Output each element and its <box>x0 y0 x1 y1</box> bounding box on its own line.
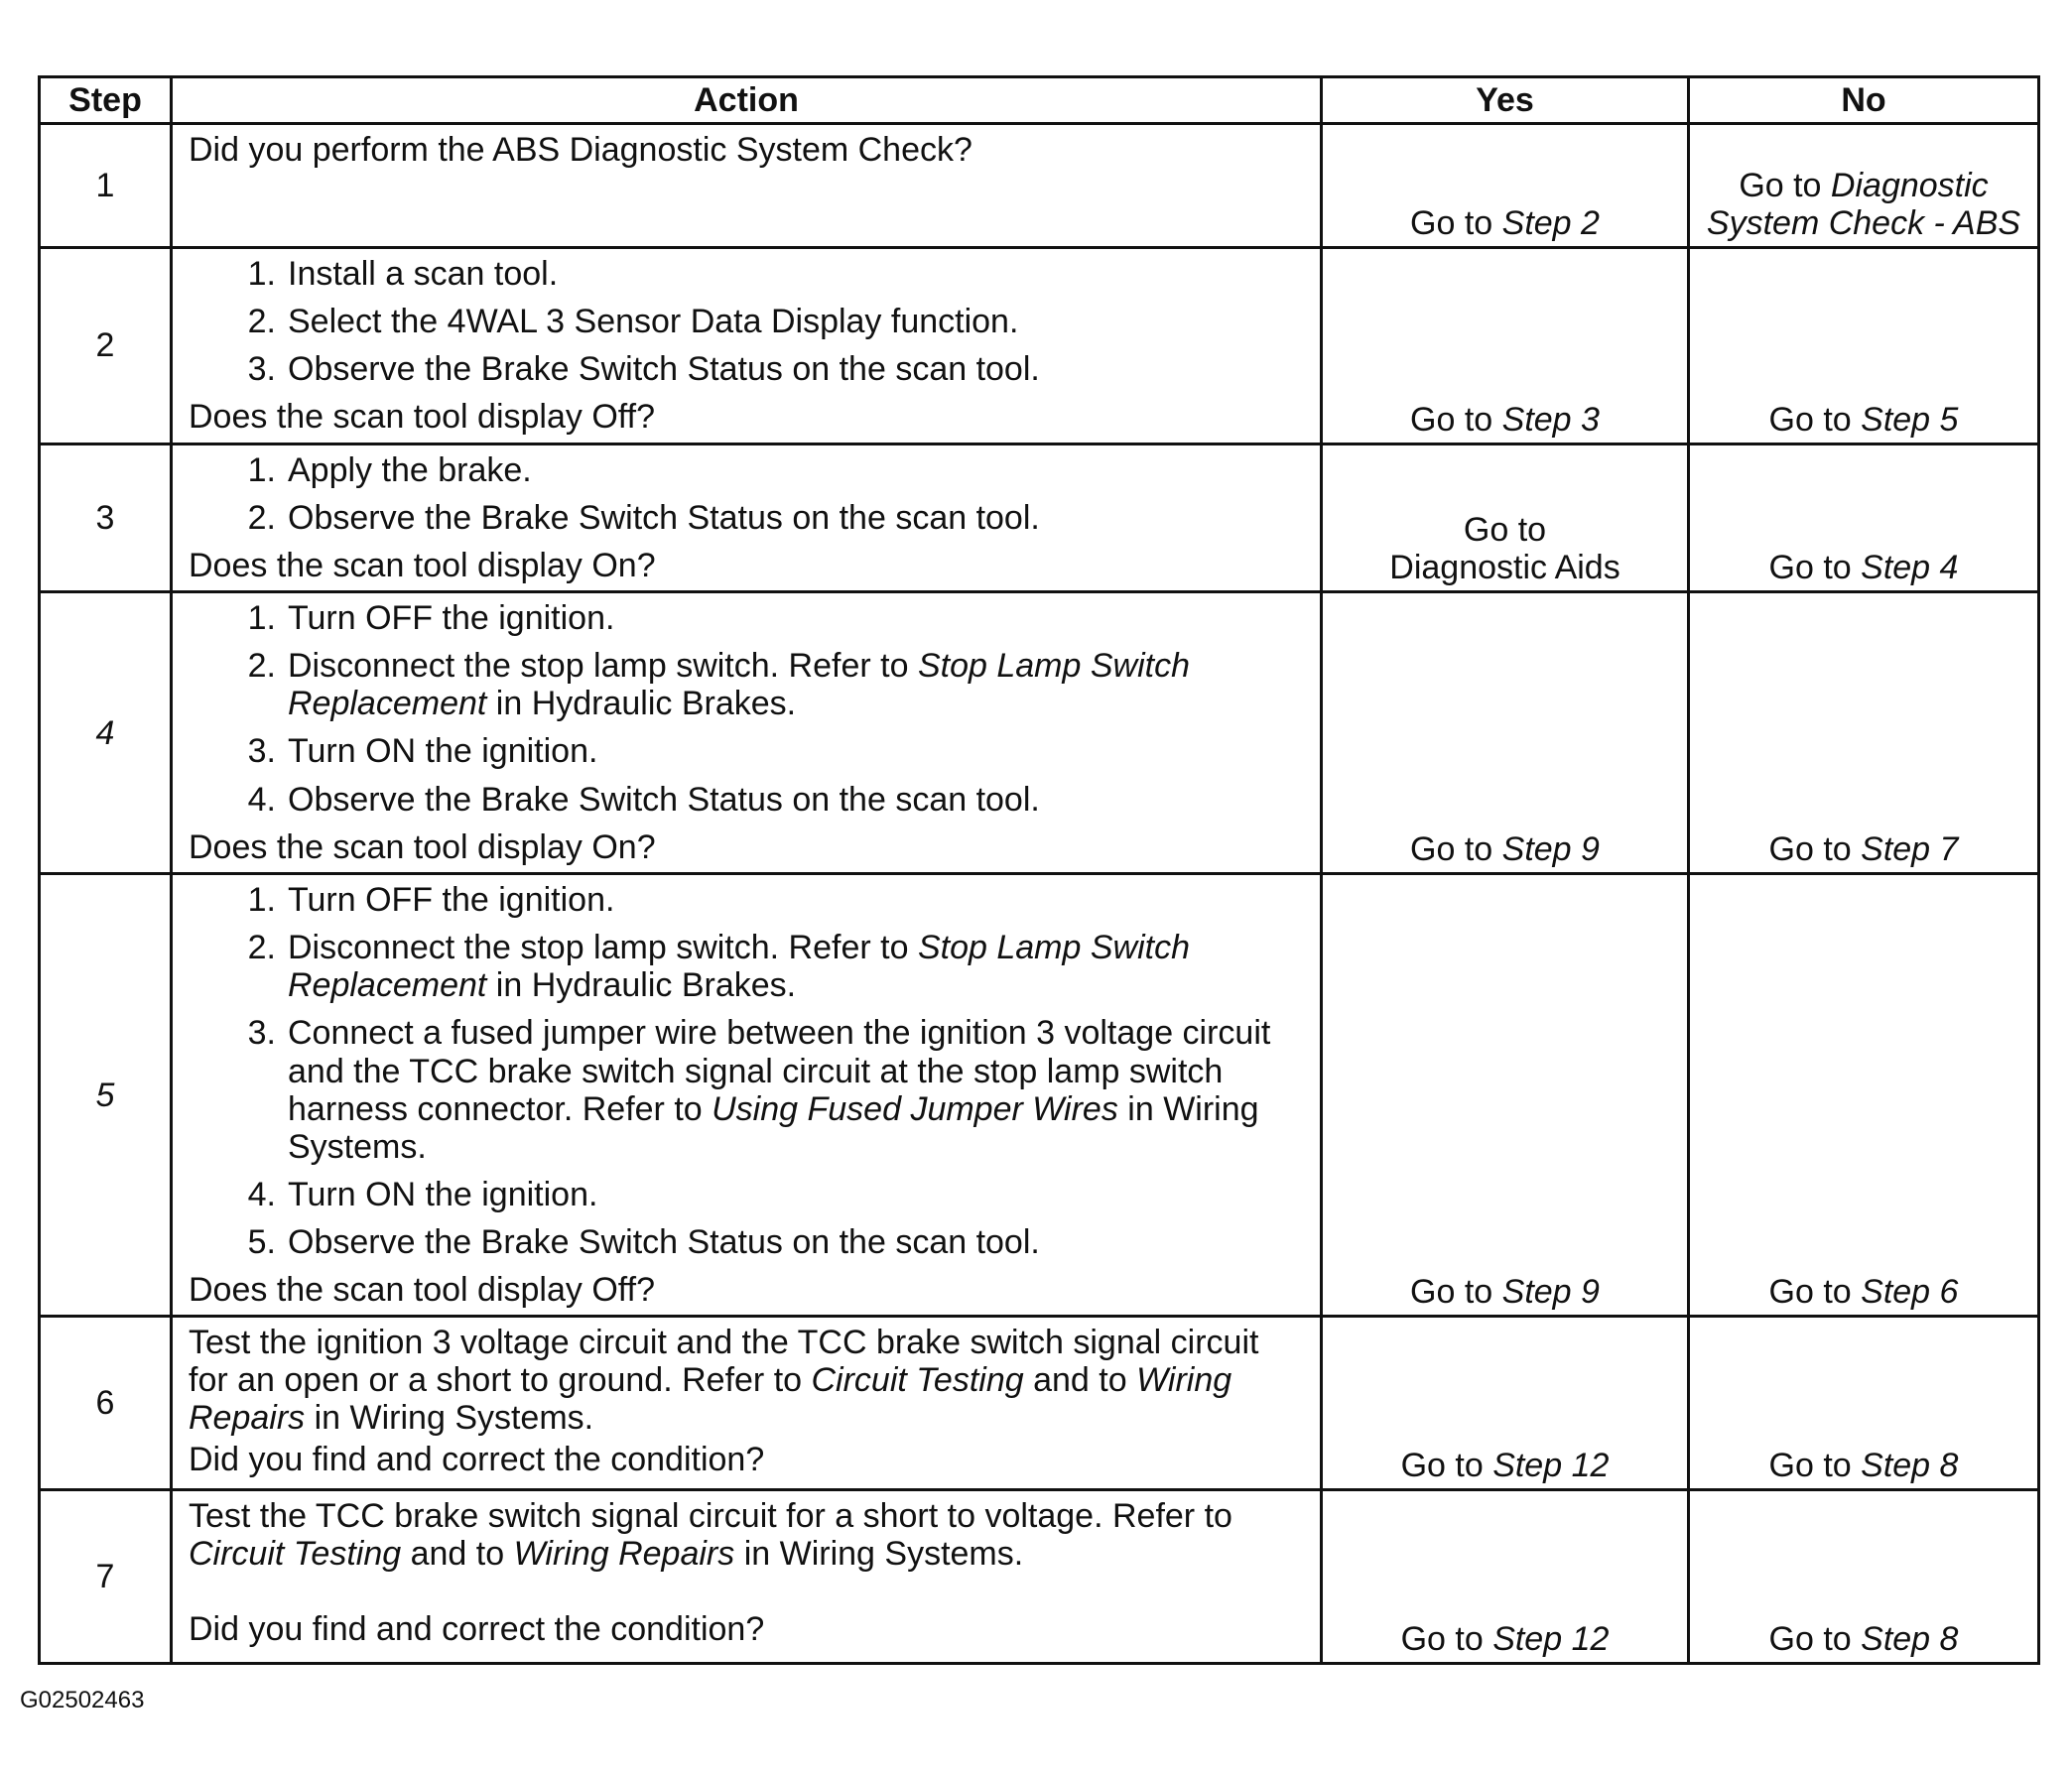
action-cell <box>172 444 1322 592</box>
action-text-part: and to <box>1023 1361 1137 1400</box>
substep-text: Observe the Brake Switch Status on the scan tool. <box>288 350 1040 389</box>
step-link[interactable]: Step 6 <box>1861 1273 1959 1312</box>
substep-list <box>189 881 1304 1261</box>
header-no: No <box>1689 77 2039 124</box>
step-number: 5 <box>40 874 172 1317</box>
header-step: Step <box>40 77 172 124</box>
goto-prefix: Go to <box>1410 1273 1502 1312</box>
action-cell <box>172 124 1322 248</box>
no-cell <box>1689 1490 2039 1664</box>
step-link[interactable]: Step 9 <box>1501 830 1600 869</box>
goto-prefix: Go to <box>1410 203 1502 242</box>
action-text-part: Test the TCC brake switch signal circuit for a short to voltage. Refer to <box>189 1497 1232 1536</box>
action-text <box>189 1497 1304 1573</box>
reference-link[interactable]: Using Fused Jumper Wires <box>712 1089 1118 1128</box>
step-number: 2 <box>40 248 172 444</box>
yes-cell <box>1322 874 1689 1317</box>
step-link[interactable]: Step 8 <box>1861 1620 1959 1659</box>
substep-number: 4. <box>247 1175 276 1213</box>
step-link[interactable]: Step 3 <box>1501 400 1600 439</box>
step-link[interactable]: Step 9 <box>1501 1273 1600 1312</box>
substep <box>189 499 1304 537</box>
step-link[interactable]: Step 2 <box>1501 203 1600 242</box>
goto-prefix: Go to <box>1768 1620 1862 1659</box>
substep-number: 1. <box>247 255 276 293</box>
reference-link[interactable]: Wiring Repairs <box>189 1361 1232 1438</box>
yes-cell <box>1322 444 1689 592</box>
substep <box>189 732 1304 770</box>
question-text: Does the scan tool display Off? <box>189 398 655 437</box>
goto-prefix: Go to <box>1768 830 1862 869</box>
substep-list <box>189 599 1304 818</box>
substep-text: in Wiring Systems. <box>288 1089 1259 1166</box>
step-link[interactable]: Step 12 <box>1492 1620 1610 1659</box>
substep <box>189 647 1304 722</box>
substep-text: Turn OFF the ignition. <box>288 881 615 920</box>
action-text: Did you perform the ABS Diagnostic System Check? <box>189 131 972 169</box>
question-text: Does the scan tool display On? <box>189 547 656 585</box>
substep-list <box>189 255 1304 388</box>
substep-text: Observe the Brake Switch Status on the scan tool. <box>288 499 1040 538</box>
diagnostic-link[interactable]: Diagnostic <box>1830 166 1989 204</box>
no-cell <box>1689 124 2039 248</box>
substep-text: Observe the Brake Switch Status on the scan tool. <box>288 780 1040 819</box>
substep <box>189 929 1304 1004</box>
figure-id: G02502463 <box>20 1687 145 1713</box>
table-row-step-4 <box>40 592 2039 874</box>
question-text: Did you find and correct the condition? <box>189 1610 765 1649</box>
substep-number: 2. <box>247 303 276 341</box>
substep <box>189 599 1304 637</box>
goto-prefix: Go to <box>1410 400 1502 439</box>
substep-number: 1. <box>247 881 276 920</box>
step-number: 3 <box>40 444 172 592</box>
step-number: 7 <box>40 1490 172 1664</box>
question-text: Did you find and correct the condition? <box>189 1441 765 1479</box>
substep-text: Connect a fused jumper wire between the ignition 3 voltage circuit and the TCC brake switch signal circuit at the stop lamp switch harness connector. Refer to <box>288 1014 1271 1128</box>
action-text <box>189 1324 1304 1437</box>
table-row-step-7 <box>40 1490 2039 1664</box>
diagnostic-link[interactable]: System Check - ABS <box>1706 203 2021 242</box>
goto-prefix: Go to <box>1768 1447 1862 1485</box>
yes-cell <box>1322 248 1689 444</box>
step-link[interactable]: Step 8 <box>1861 1447 1959 1485</box>
action-text-part: in Wiring Systems. <box>734 1535 1024 1574</box>
goto-prefix: Go to <box>1739 166 1831 204</box>
substep-number: 1. <box>247 599 276 638</box>
step-link[interactable]: Step 4 <box>1861 549 1959 587</box>
table-row-step-1 <box>40 124 2039 248</box>
substep <box>189 1223 1304 1261</box>
step-number: 1 <box>40 124 172 248</box>
action-cell <box>172 1490 1322 1664</box>
yes-cell <box>1322 592 1689 874</box>
substep-number: 1. <box>247 451 276 489</box>
substep-text: Turn ON the ignition. <box>288 732 598 771</box>
step-number: 4 <box>40 592 172 874</box>
no-cell <box>1689 248 2039 444</box>
substep <box>189 255 1304 293</box>
substep-number: 2. <box>247 929 276 967</box>
substep-text: in Hydraulic Brakes. <box>486 685 797 723</box>
substep-number: 2. <box>247 499 276 538</box>
goto-prefix: Go to <box>1768 1273 1862 1312</box>
table-row-step-6 <box>40 1317 2039 1490</box>
table-row-step-5 <box>40 874 2039 1317</box>
substep-list <box>189 451 1304 537</box>
yes-cell <box>1322 124 1689 248</box>
no-cell <box>1689 592 2039 874</box>
step-link[interactable]: Step 12 <box>1492 1447 1610 1485</box>
question-text: Does the scan tool display On? <box>189 827 656 866</box>
step-link[interactable]: Step 5 <box>1861 400 1959 439</box>
goto-prefix: Go to <box>1768 400 1862 439</box>
diagnostic-table <box>38 75 2040 1665</box>
substep-text: Install a scan tool. <box>288 255 559 293</box>
header-action: Action <box>172 77 1322 124</box>
header-row <box>40 77 2039 124</box>
step-number: 6 <box>40 1317 172 1490</box>
table-row-step-3 <box>40 444 2039 592</box>
yes-cell <box>1322 1317 1689 1490</box>
question-text: Does the scan tool display Off? <box>189 1270 655 1309</box>
substep-number: 3. <box>247 1014 276 1053</box>
substep <box>189 781 1304 819</box>
reference-link[interactable]: Stop Lamp Switch Replacement <box>288 647 1190 723</box>
reference-link[interactable]: Circuit Testing <box>189 1535 402 1574</box>
reference-link[interactable]: Stop Lamp Switch Replacement <box>288 929 1190 1005</box>
substep-number: 3. <box>247 350 276 389</box>
substep <box>189 881 1304 919</box>
action-cell <box>172 1317 1322 1490</box>
substep-text: Disconnect the stop lamp switch. Refer to <box>288 647 918 686</box>
action-text-part: Test the ignition 3 voltage circuit and the TCC brake switch signal circuit for an open or a short to ground. Refer to <box>189 1324 1259 1400</box>
diagnostic-aids-link[interactable]: Diagnostic Aids <box>1389 549 1620 587</box>
substep-text: Select the 4WAL 3 Sensor Data Display function. <box>288 303 1019 341</box>
action-text-part: and to <box>401 1535 514 1574</box>
substep-number: 4. <box>247 780 276 819</box>
reference-link[interactable]: Circuit Testing <box>811 1361 1024 1400</box>
goto-prefix: Go to <box>1400 1620 1493 1659</box>
substep-text: Disconnect the stop lamp switch. Refer to <box>288 929 918 967</box>
action-cell <box>172 248 1322 444</box>
substep-number: 5. <box>247 1222 276 1261</box>
yes-cell <box>1322 1490 1689 1664</box>
substep <box>189 350 1304 388</box>
no-cell <box>1689 1317 2039 1490</box>
action-cell <box>172 874 1322 1317</box>
action-text-part: in Wiring Systems. <box>305 1399 594 1438</box>
goto-text: Go to <box>1463 511 1547 550</box>
goto-prefix: Go to <box>1768 549 1862 587</box>
no-cell <box>1689 874 2039 1317</box>
substep-number: 3. <box>247 732 276 771</box>
substep <box>189 1014 1304 1165</box>
substep-text: Turn OFF the ignition. <box>288 599 615 638</box>
no-cell <box>1689 444 2039 592</box>
substep <box>189 451 1304 489</box>
goto-prefix: Go to <box>1410 830 1502 869</box>
reference-link[interactable]: Wiring Repairs <box>513 1535 735 1574</box>
substep-text: in Hydraulic Brakes. <box>486 966 797 1005</box>
substep <box>189 303 1304 340</box>
step-link[interactable]: Step 7 <box>1861 830 1959 869</box>
spacer <box>189 1573 1304 1606</box>
substep-text: Turn ON the ignition. <box>288 1175 598 1213</box>
action-cell <box>172 592 1322 874</box>
goto-prefix: Go to <box>1400 1447 1493 1485</box>
table-row-step-2 <box>40 248 2039 444</box>
substep-text: Apply the brake. <box>288 451 532 489</box>
header-yes: Yes <box>1322 77 1689 124</box>
substep <box>189 1176 1304 1213</box>
substep-text: Observe the Brake Switch Status on the scan tool. <box>288 1222 1040 1261</box>
substep-number: 2. <box>247 647 276 686</box>
